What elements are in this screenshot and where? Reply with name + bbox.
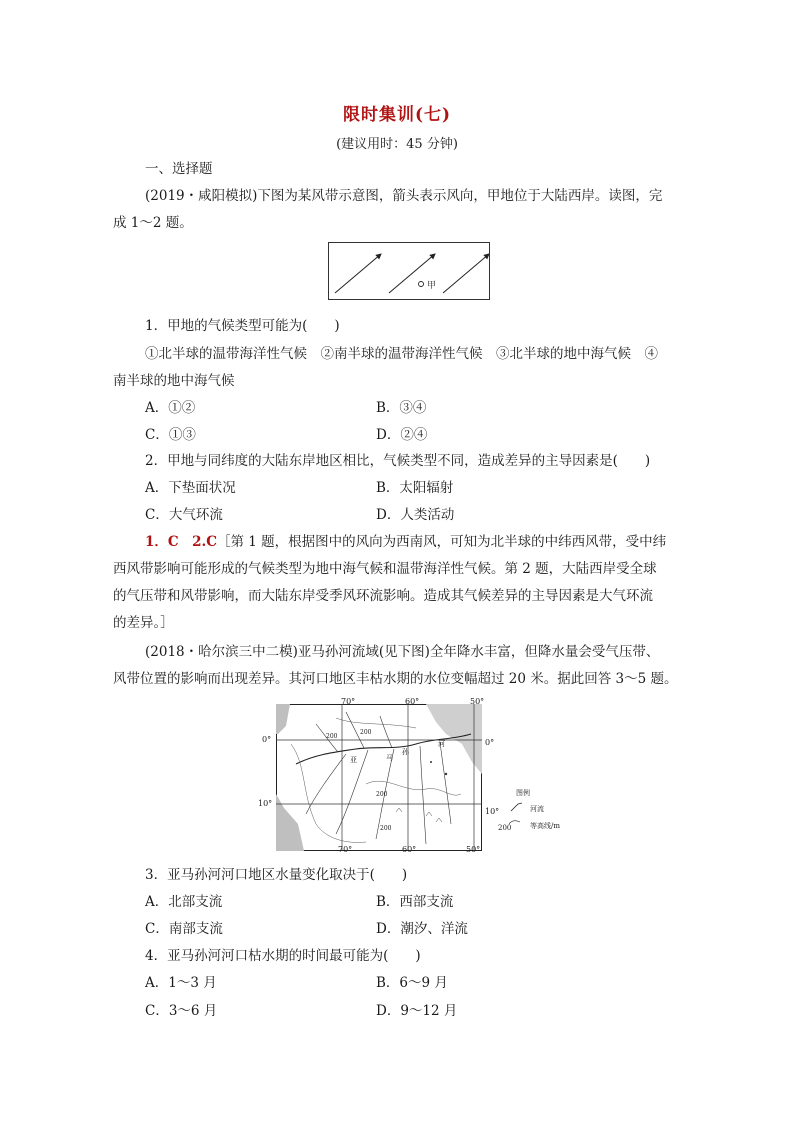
q4-option-d: D．9～12 月 bbox=[376, 1003, 458, 1019]
intro1-line1: (2019・咸阳模拟)下图为某风带示意图，箭头表示风向，甲地位于大陆西岸。读图，完 bbox=[145, 188, 663, 204]
river-char-1: 亚 bbox=[350, 756, 357, 764]
intro2-line2: 风带位置的影响而出现差异。其河口地区丰枯水期的水位变幅超过 20 米。据此回答 3～5 题。 bbox=[113, 671, 678, 687]
legend-contour-value: 200 bbox=[498, 824, 512, 832]
legend-title: 图例 bbox=[516, 789, 530, 797]
q3-option-a: A．北部支流 bbox=[145, 894, 223, 910]
map-top-label-60: 60° bbox=[405, 697, 420, 706]
river-char-4: 河 bbox=[438, 740, 445, 748]
answer-line3: 的气压带和风带影响，而大陆东岸受季风环流影响。造成其气候差异的主导因素是大气环流 bbox=[113, 588, 653, 604]
legend-river-label: 河流 bbox=[530, 805, 544, 813]
map-right-label-10: 10° bbox=[485, 807, 500, 816]
q4-option-a: A．1～3 月 bbox=[145, 975, 217, 991]
answer-key: 1．C 2.C bbox=[145, 534, 217, 550]
answer-line2: 西风带影响可能形成的气候类型为地中海气候和温带海洋性气候。第 2 题，大陆西岸受全球 bbox=[113, 561, 657, 577]
answer-line1 bbox=[145, 533, 666, 551]
q3-option-b: B．西部支流 bbox=[376, 894, 454, 910]
q4-option-b: B．6～9 月 bbox=[376, 975, 448, 991]
map-top-label-70: 70° bbox=[341, 697, 356, 706]
map-bottom-label-50: 50° bbox=[466, 845, 481, 854]
section-heading: 一、选择题 bbox=[145, 161, 213, 177]
q2-option-b: B．太阳辐射 bbox=[376, 480, 454, 496]
q2-option-a: A．下垫面状况 bbox=[145, 480, 236, 496]
time-suggestion: (建议用时：45 分钟) bbox=[336, 137, 458, 152]
intro1-line2: 成 1～2 题。 bbox=[113, 215, 193, 231]
map-bottom-label-60: 60° bbox=[402, 845, 417, 854]
legend-contour-label: 等高线/m bbox=[530, 822, 560, 830]
q1-option-b: B．③④ bbox=[376, 400, 427, 416]
wind-belt-figure bbox=[328, 242, 490, 300]
map-bottom-label-70: 70° bbox=[338, 845, 353, 854]
q1-option-c: C．①③ bbox=[145, 427, 196, 443]
q4-stem: 4．亚马孙河河口枯水期的时间最可能为( ) bbox=[145, 948, 421, 964]
contour-label-2: 200 bbox=[360, 729, 372, 736]
location-jia-marker bbox=[419, 282, 424, 287]
wind-arrow-3 bbox=[443, 254, 489, 293]
q3-option-d: D．潮汐、洋流 bbox=[376, 921, 468, 937]
map-top-label-50: 50° bbox=[470, 697, 485, 706]
q1-option-a: A．①② bbox=[145, 400, 196, 416]
contour-label-3: 200 bbox=[376, 791, 388, 798]
q1-stem: 1．甲地的气候类型可能为( ) bbox=[145, 318, 340, 334]
q2-option-d: D．人类活动 bbox=[376, 507, 455, 523]
amazon-map-svg bbox=[276, 704, 482, 851]
location-jia-label: 甲 bbox=[427, 281, 437, 291]
map-left-label-0: 0° bbox=[262, 735, 272, 744]
q2-option-c: C．大气环流 bbox=[145, 507, 223, 523]
map-right-label-0: 0° bbox=[485, 738, 495, 747]
q3-stem: 3．亚马孙河河口地区水量变化取决于( ) bbox=[145, 867, 408, 883]
map-legend bbox=[500, 788, 570, 838]
answer-explanation-1: ［第 1 题，根据图中的风向为西南风，可知为北半球的中纬西风带，受中纬 bbox=[216, 534, 667, 550]
wind-arrow-1 bbox=[335, 254, 381, 293]
q1-options-line1: ①北半球的温带海洋性气候 ②南半球的温带海洋性气候 ③北半球的地中海气候 ④ bbox=[145, 346, 658, 362]
amazon-basin-map bbox=[276, 704, 482, 851]
page-title: 限时集训(七) bbox=[342, 105, 452, 125]
q1-option-d: D．②④ bbox=[376, 427, 428, 443]
q4-option-c: C．3～6 月 bbox=[145, 1003, 218, 1019]
legend-river-symbol bbox=[510, 802, 524, 812]
q2-stem: 2．甲地与同纬度的大陆东岸地区相比，气候类型不同，造成差异的主导因素是( ) bbox=[145, 453, 651, 469]
map-left-label-10: 10° bbox=[258, 799, 273, 808]
river-char-3: 孙 bbox=[402, 748, 409, 756]
q1-options-line2: 南半球的地中海气候 bbox=[113, 373, 235, 389]
river-char-2: 马 bbox=[386, 754, 393, 762]
intro2-line1: (2018・哈尔滨三中二模)亚马孙河流域(见下图)全年降水丰富，但降水量会受气压带、 bbox=[145, 644, 660, 660]
wind-arrows-svg bbox=[329, 243, 489, 299]
contour-label-4: 200 bbox=[380, 825, 392, 832]
q3-option-c: C．南部支流 bbox=[145, 921, 223, 937]
contour-label-1: 200 bbox=[326, 733, 338, 740]
answer-line4: 的差异。］ bbox=[113, 615, 174, 631]
